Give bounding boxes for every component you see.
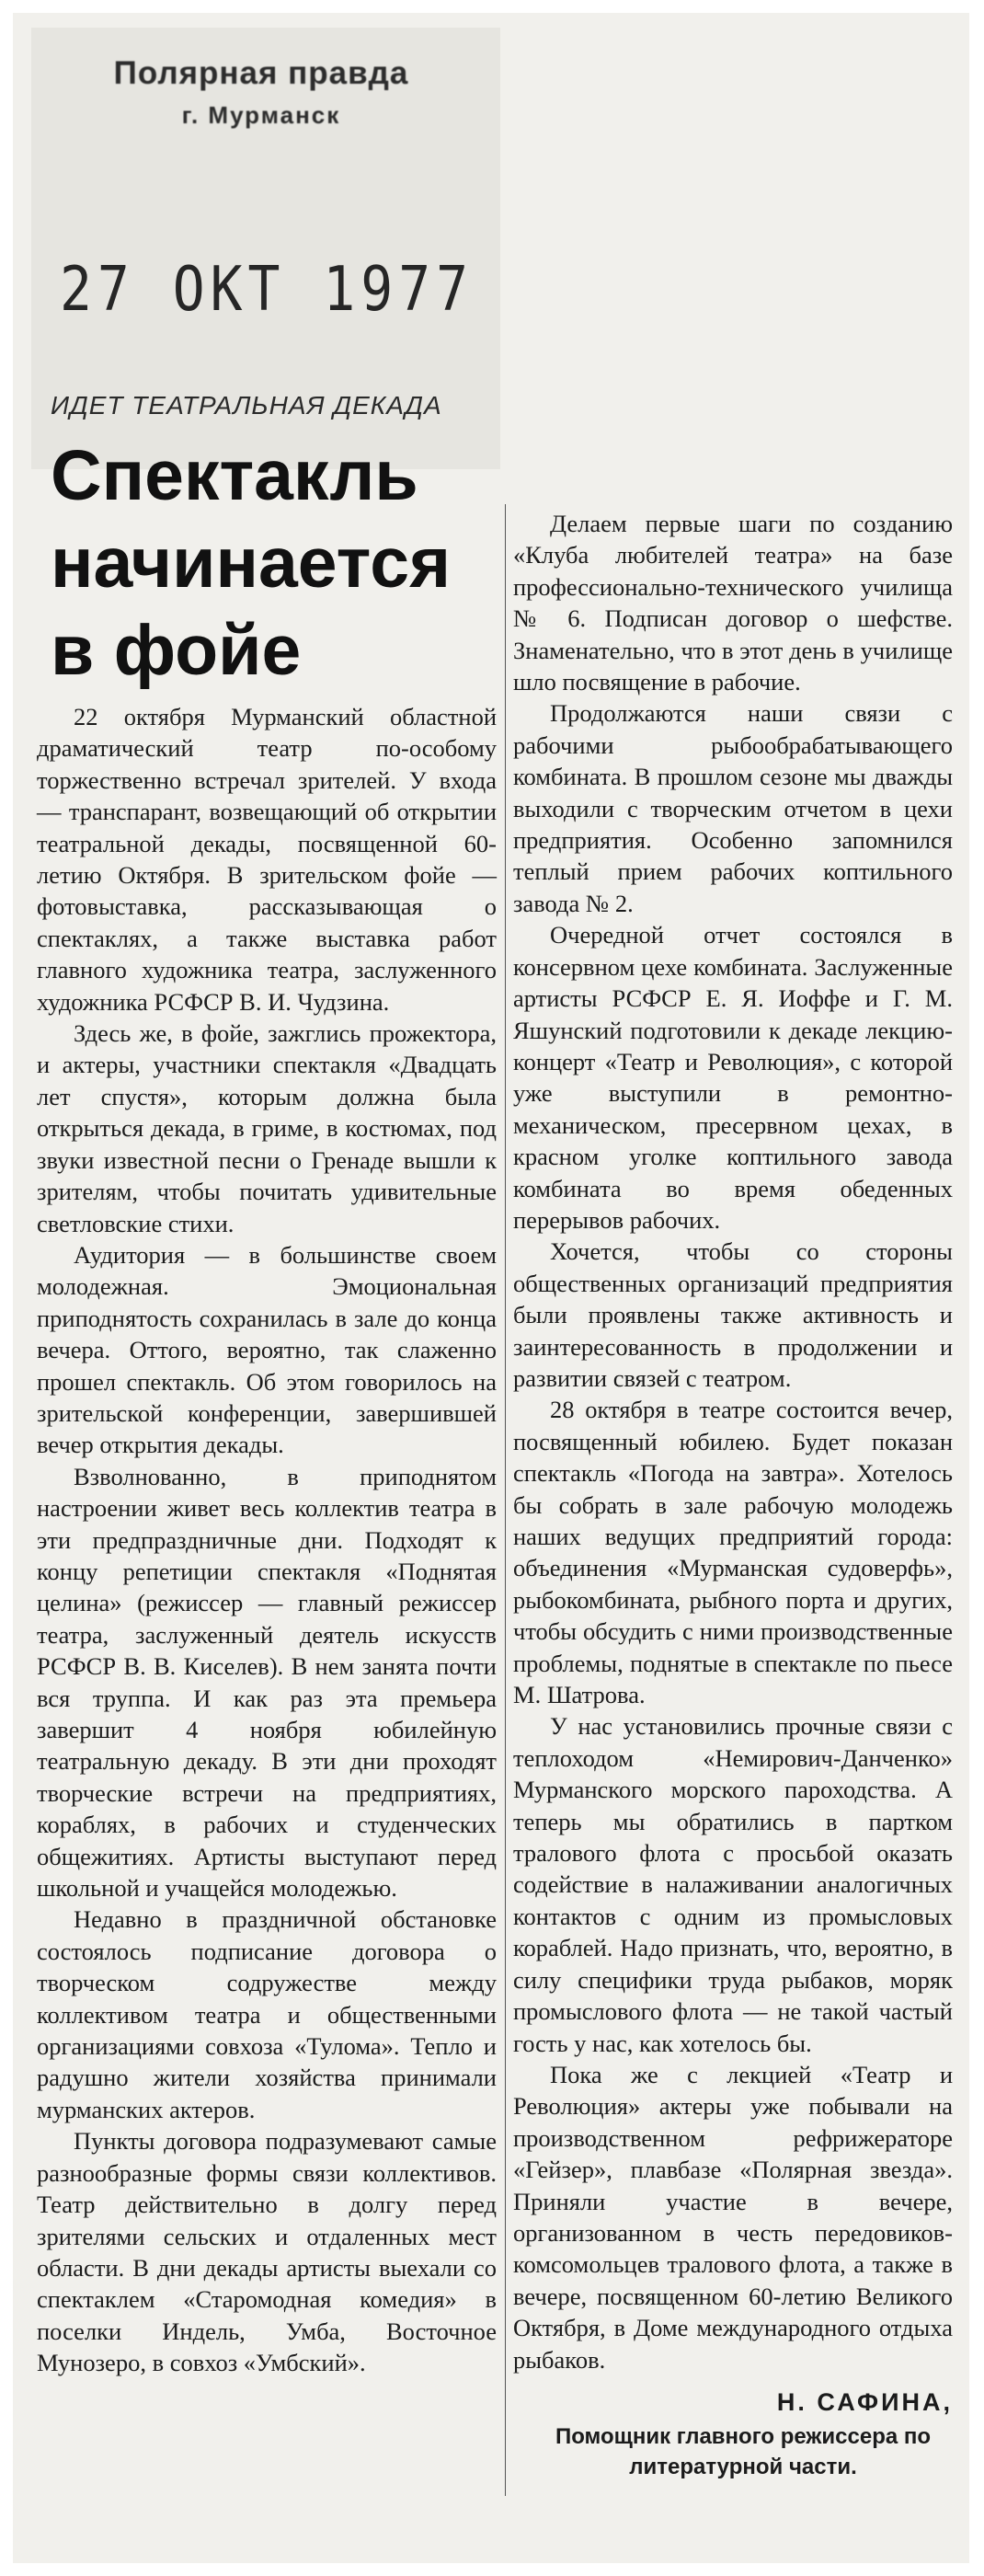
paragraph: Продолжаются наши связи с рабочими рыбообрабатывающего комбината. В прошлом сезоне мы дважды выходили с творческим отчетом в цехи предприятия. Особенно запомнился теплый прием рабочих коптильного завода № 2.: [513, 699, 953, 917]
newspaper-name-stamp: Полярная правда: [113, 55, 409, 91]
column-divider: [505, 504, 506, 2496]
title-line: в фойе: [51, 611, 302, 690]
paragraph: Хочется, чтобы со стороны общественных организаций предприятия были проявлены также активность и заинтересованность в продолжении и развитии связей с театром.: [513, 1237, 953, 1392]
paragraph: Пункты договора подразумевают самые разнообразные формы связи коллективов. Театр действительно в долгу перед зрителями сельских и отдаленных мест области. В дни декады артисты выехали со спектаклем «Старомодная комедия» в поселки Индель, Умба, Восточное Мунозеро, в совхоз «Умбский».: [37, 2127, 497, 2377]
paragraph: Очередной отчет состоялся в консервном цехе комбината. Заслуженные артисты РСФСР Е. Я. Иоффе и Г. М. Яшунский подготовили к декаде лекцию-концерт «Театр и Революция», с которой уже выступили в ремонтно-механическом, пресервном цехах, в красном уголке коптильного завода комбината во время обеденных перерывов рабочих.: [513, 921, 953, 1234]
title-line: начинается: [51, 523, 452, 603]
article-column-left: [37, 701, 497, 2379]
paragraph: Аудитория — в большинстве своем молодежная. Эмоциональная приподнятость сохранилась в зале до конца вечера. Оттого, вероятно, так слаженно прошел спектакль. Об этом говорилось на зрительской конференции, завершившей вечер открытия декады.: [37, 1240, 497, 1459]
paragraph: Пока же с лекцией «Театр и Революция» актеры уже побывали на производственном рефрижераторе «Гейзер», плавбазе «Полярная звезда». Приняли участие в вечере, организованном в честь передовиков-комсомольцев тралового флота, а также в вечере, посвященном 60-летию Великого Октября, в Доме международного отдыха рыбаков.: [513, 2060, 953, 2374]
article-title: [51, 432, 501, 695]
paragraph: Здесь же, в фойе, зажглись прожектора, и актеры, участники спектакля «Двадцать лет спустя», которым должна была открыться декада, в гриме, в костюмах, под звуки известной песни о Гренаде вышли к зрителям, чтобы почитать удивительные светловские стихи.: [37, 1019, 497, 1237]
paragraph: Недавно в праздничной обстановке состоялось подписание договора о творческом содружестве между коллективом театра и общественными организациями совхоза «Тулома». Тепло и радушно жители хозяйства принимали мурманских актеров.: [37, 1905, 497, 2123]
article-column-right: [513, 508, 953, 2375]
paragraph: 28 октября в театре состоится вечер, посвященный юбилею. Будет показан спектакль «Погода на завтра». Хотелось бы собрать в зале рабочую молодежь наших ведущих предприятий города: объединения «Мурманская судоверфь», рыбокомбината, рыбного порта и других, чтобы обсудить с ними производственные проблемы, поднятые в спектакле по пьесе М. Шатрова.: [513, 1396, 953, 1709]
article-rubric: ИДЕТ ТЕАТРАЛЬНАЯ ДЕКАДА: [51, 391, 442, 420]
title-line: Спектакль: [51, 436, 418, 515]
paragraph: У нас установились прочные связи с теплоходом «Немирович-Данченко» Мурманского морского пароходства. А теперь мы обратились в партком тралового флота с просьбой оказать содействие в налаживании аналогичных контактов с одним из промысловых кораблей. Надо признать, что, вероятно, в силу специфики труда рыбаков, моряк промыслового флота — не такой частый гость у нас, как хотелось бы.: [513, 1712, 953, 2057]
date-stamp: 27 ОКТ 1977: [59, 252, 475, 326]
author-role: Помощник главного режиссера по литературной части.: [555, 2424, 932, 2479]
newspaper-city-stamp: г. Мурманск: [181, 101, 341, 129]
author-name: Н. САФИНА,: [776, 2388, 953, 2416]
paragraph: Взволнованно, в приподнятом настроении живет весь коллектив театра в эти предпраздничные дни. Подходят к концу репетиции спектакля «Поднятая целина» (режиссер — главный режиссер театра, заслуженный деятель искусств РСФСР В. В. Киселев). В нем занята почти вся труппа. И как раз эта премьера завершит 4 ноября юбилейную театральную декаду. В эти дни проходят творческие встречи на предприятиях, кораблях, в рабочих и студенческих общежитиях. Артисты выступают перед школьной и учащейся молодежью.: [37, 1462, 497, 1903]
paragraph: 22 октября Мурманский областной драматический театр по-особому торжественно встречал зрителей. У входа — транспарант, возвещающий об открытии театральной декады, посвященной 60-летию Октября. В зрительском фойе — фотовыставка, рассказывающая о спектаклях, а также выставка работ главного художника театра, заслуженного художника РСФСР В. И. Чудзина.: [37, 703, 497, 1016]
paragraph: Делаем первые шаги по созданию «Клуба любителей театра» на базе профессионально-технического училища № 6. Подписан договор о шефстве. Знаменательно, что в этот день в училище шло посвящение в рабочие.: [513, 510, 953, 696]
